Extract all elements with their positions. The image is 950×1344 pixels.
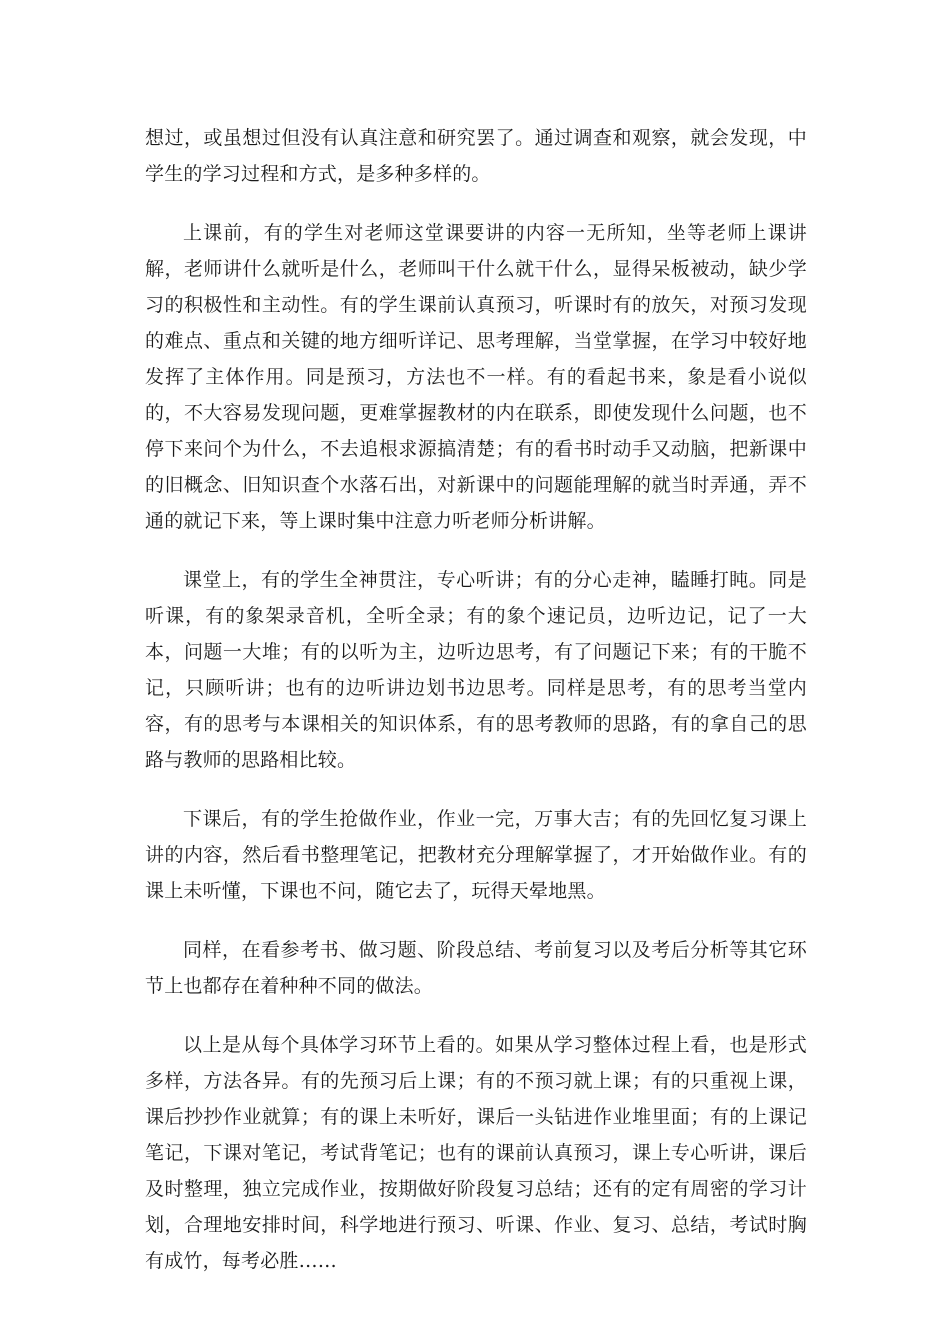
paragraph-before-class: 上课前，有的学生对老师这堂课要讲的内容一无所知，坐等老师上课讲解，老师讲什么就听是什么，老师叫干什么就干什么，显得呆板被动，缺少学习的积极性和主动性。有的学生课前认真预习，听课时有的放矢，对预习发现的难点、重点和关键的地方细听详记、思考理解，当堂掌握，在学习中较好地发挥了主体作用。同是预习，方法也不一样。有的看起书来，象是看小说似的，不大容易发现问题，更难掌握教材的内在联系，即使发现什么问题，也不停下来问个为什么，不去追根求源搞清楚；有的看书时动手又动脑，把新课中的旧概念、旧知识查个水落石出，对新课中的问题能理解的就当时弄通，弄不通的就记下来，等上课时集中注意力听老师分析讲解。 xyxy=(145,222,807,532)
document-page xyxy=(145,120,807,1302)
paragraph-continuation: 想过，或虽想过但没有认真注意和研究罢了。通过调查和观察，就会发现，中学生的学习过程和方式，是多种多样的。 xyxy=(145,127,807,185)
paragraph-overall-process: 以上是从每个具体学习环节上看的。如果从学习整体过程上看，也是形式多样，方法各异。有的先预习后上课；有的不预习就上课；有的只重视上课，课后抄抄作业就算；有的课上未听好，课后一头钻进作业堆里面；有的上课记笔记，下课对笔记，考试背笔记；也有的课前认真预习，课上专心听讲，课后及时整理，独立完成作业，按期做好阶段复习总结；还有的定有周密的学习计划，合理地安排时间，科学地进行预习、听课、作业、复习、总结，考试时胸有成竹，每考必胜…… xyxy=(145,1034,807,1272)
paragraph-after-class: 下课后，有的学生抢做作业，作业一完，万事大吉；有的先回忆复习课上讲的内容，然后看书整理笔记，把教材充分理解掌握了，才开始做作业。有的课上未听懂，下课也不问，随它去了，玩得天晕地黑。 xyxy=(145,808,807,902)
paragraph-other-stages: 同样，在看参考书、做习题、阶段总结、考前复习以及考后分析等其它环节上也都存在着种种不同的做法。 xyxy=(145,939,807,997)
paragraph-in-class: 课堂上，有的学生全神贯注，专心听讲；有的分心走神，瞌睡打盹。同是听课，有的象架录音机，全听全录；有的象个速记员，边听边记，记了一大本，问题一大堆；有的以听为主，边听边思考，有了问题记下来；有的干脆不记，只顾听讲；也有的边听讲边划书边思考。同样是思考，有的思考当堂内容，有的思考与本课相关的知识体系，有的思考教师的思路，有的拿自己的思路与教师的思路相比较。 xyxy=(145,569,807,771)
